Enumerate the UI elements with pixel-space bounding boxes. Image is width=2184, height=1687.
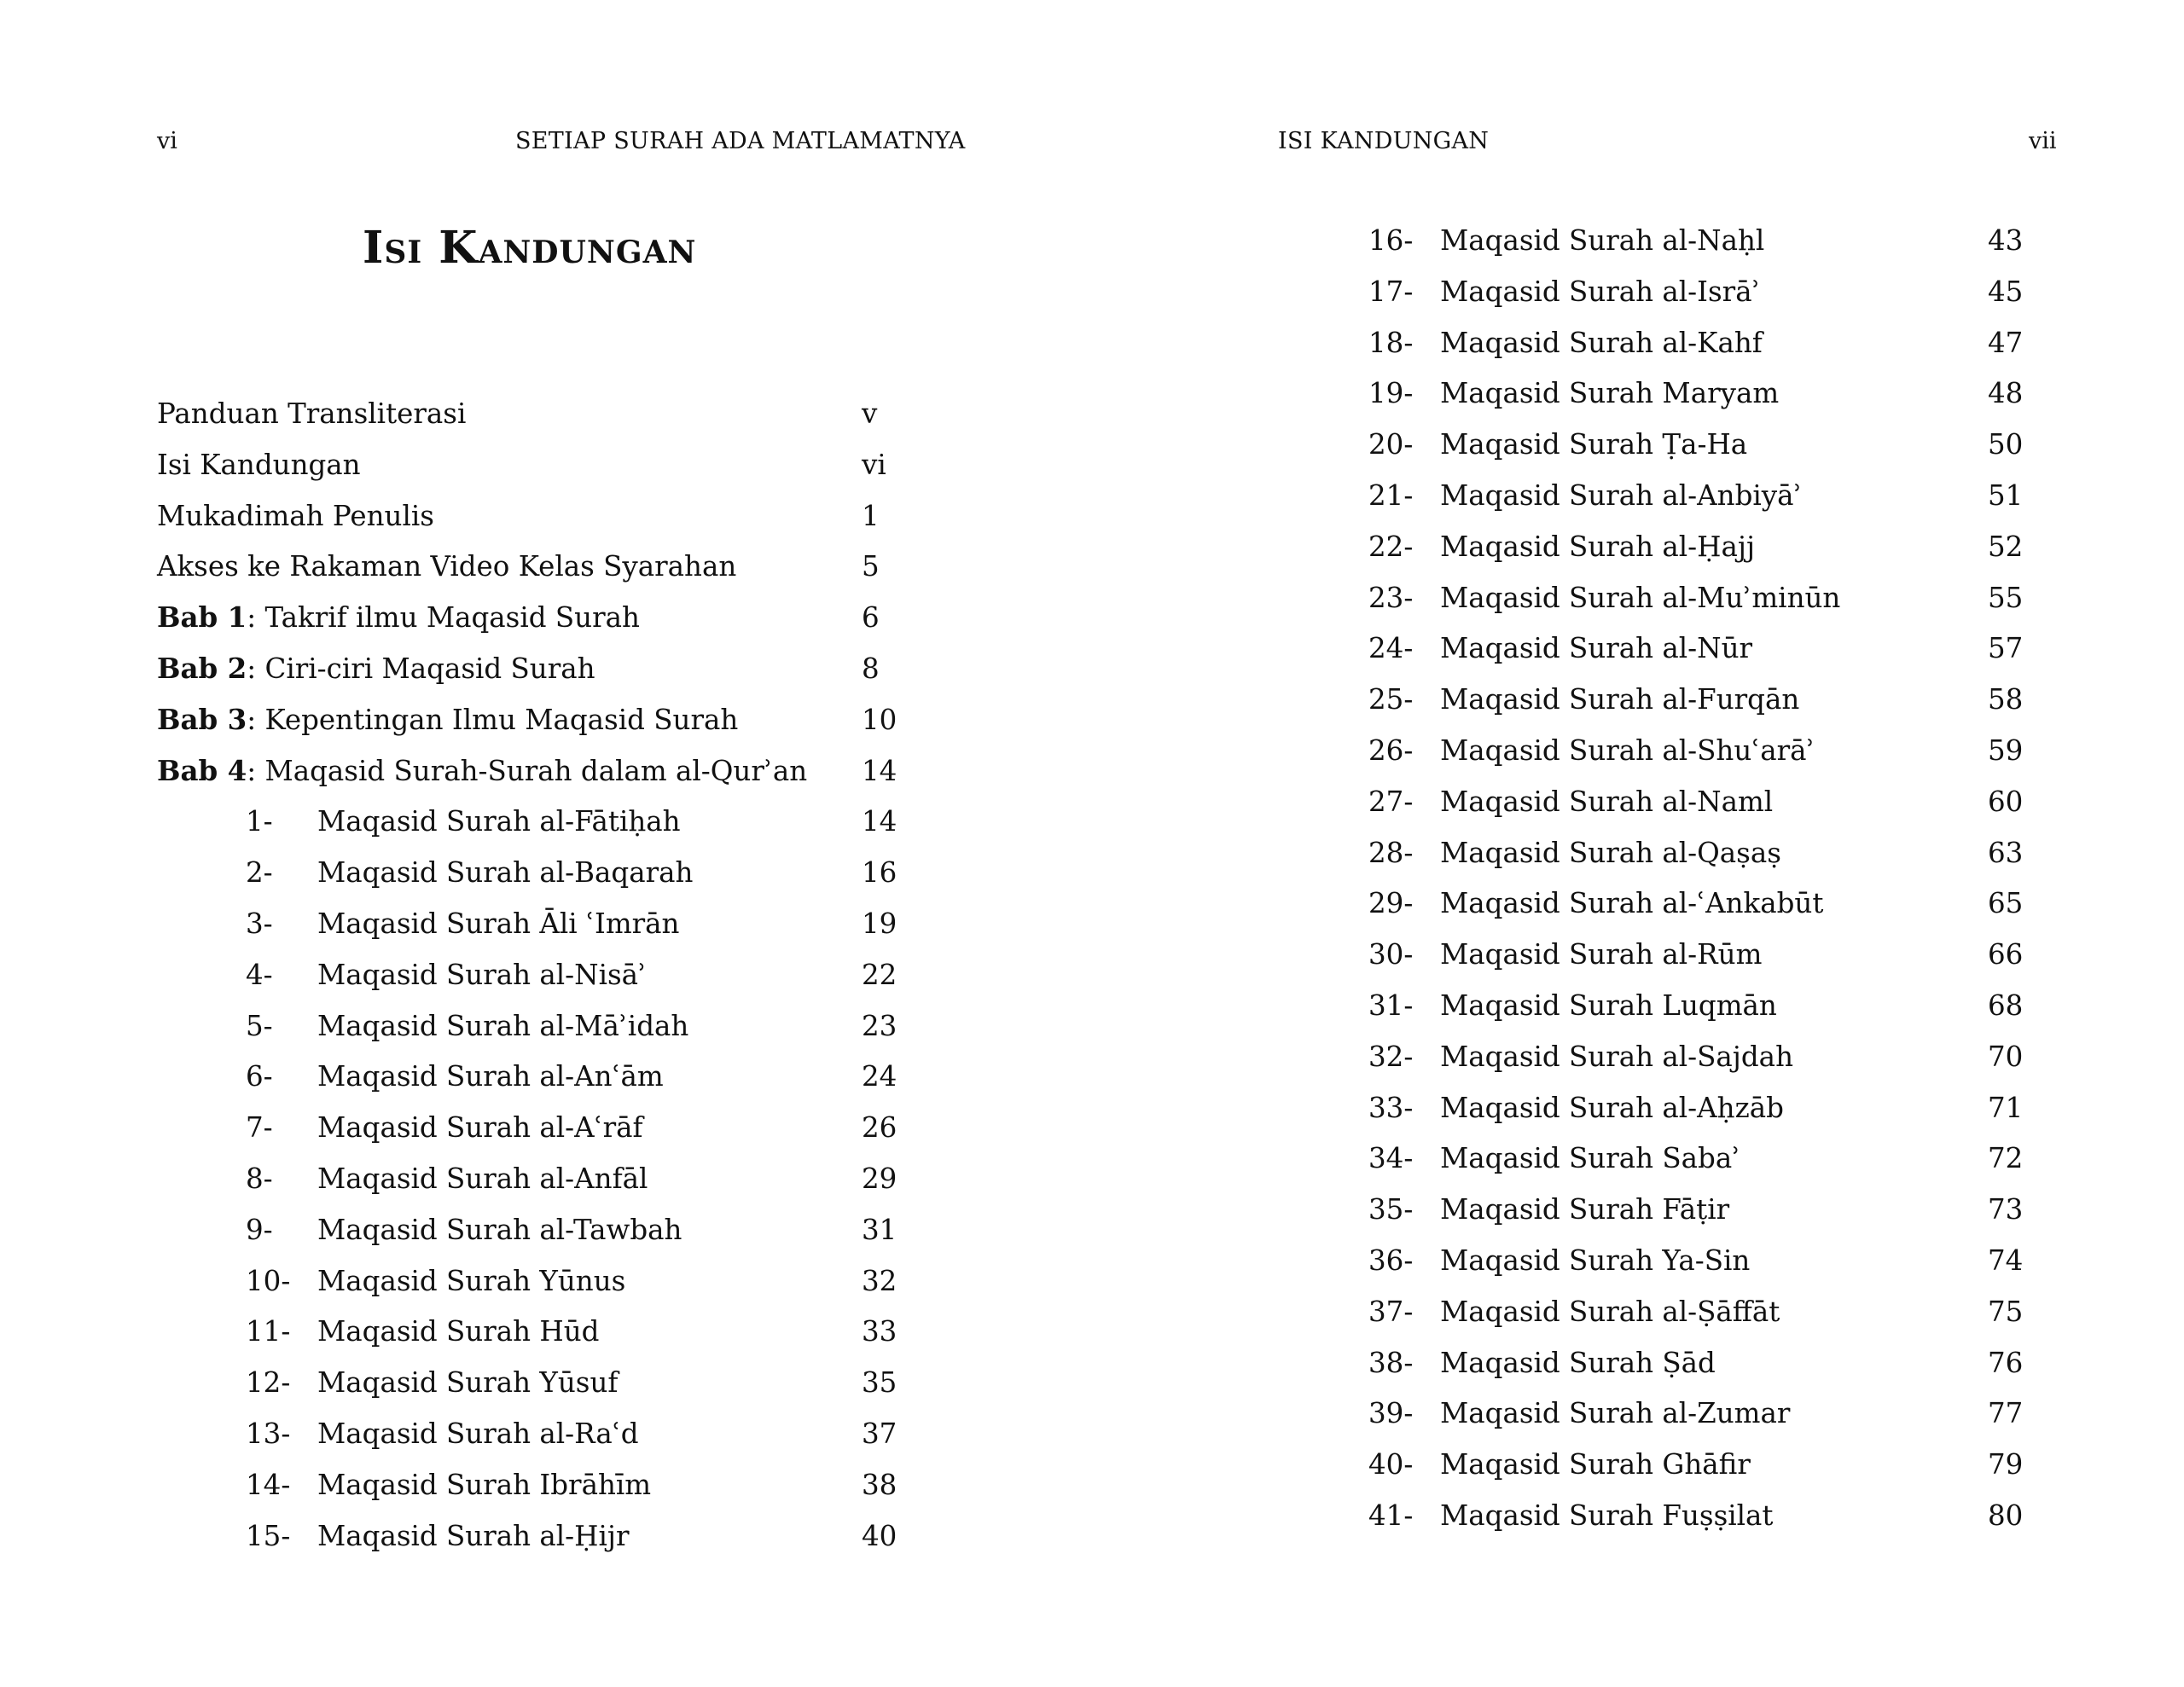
entry-number: 38- <box>1368 1346 1414 1379</box>
entry-page-number: 16 <box>862 856 897 890</box>
entry-number: 39- <box>1368 1397 1414 1430</box>
entry-page-number: 8 <box>862 652 880 685</box>
entry-number: 14- <box>246 1468 291 1501</box>
entry-page-number: 63 <box>1988 836 2024 869</box>
toc-entry <box>1368 1439 2034 1490</box>
toc-entry <box>1368 1388 2034 1439</box>
entry-page-number: 58 <box>1988 683 2024 716</box>
entry-label: Maqasid Surah al-Anʿām <box>317 1060 664 1093</box>
entry-page-number: 73 <box>1988 1193 2024 1226</box>
entry-page-number: 23 <box>862 1009 897 1042</box>
toc-entry <box>157 541 908 592</box>
entry-page-number: 19 <box>862 907 897 940</box>
entry-number: 33- <box>1368 1091 1414 1124</box>
toc-entry <box>1368 980 2034 1031</box>
toc-entry <box>1368 1337 2034 1388</box>
entry-page-number: 72 <box>1988 1142 2024 1175</box>
entry-label <box>157 745 807 797</box>
entry-label: Maqasid Surah Ṣād <box>1440 1346 1716 1379</box>
entry-number: 19- <box>1368 377 1414 410</box>
toc-entry <box>246 1408 911 1459</box>
entry-label: Maqasid Surah al-Shuʿarāʾ <box>1440 734 1815 767</box>
entry-page-number: 24 <box>862 1060 897 1093</box>
entry-page-number: 40 <box>862 1519 897 1552</box>
entry-label: Maqasid Surah al-ʿAnkabūt <box>1440 887 1824 920</box>
entry-label: Maqasid Surah Ya-Sin <box>1440 1244 1751 1277</box>
entry-page-number: 1 <box>862 499 880 532</box>
entry-number: 35- <box>1368 1193 1414 1226</box>
entry-label: Maqasid Surah al-Ṣāffāt <box>1440 1295 1780 1328</box>
chapter-prefix: Bab 4 <box>157 753 247 787</box>
entry-number: 25- <box>1368 683 1414 716</box>
entry-number: 34- <box>1368 1142 1414 1175</box>
toc-entry <box>1368 725 2034 776</box>
entry-label: Maqasid Surah Sabaʾ <box>1440 1142 1741 1175</box>
entry-number: 2- <box>246 856 273 890</box>
entry-page-number: 35 <box>862 1366 897 1400</box>
entry-page-number: 70 <box>1988 1040 2024 1073</box>
entry-page-number: 48 <box>1988 377 2024 410</box>
entry-page-number: 38 <box>862 1468 897 1501</box>
entry-number: 11- <box>246 1315 291 1348</box>
toc-entry <box>157 694 908 745</box>
entry-label: Maqasid Surah al-Baqarah <box>317 856 694 890</box>
entry-label: Maqasid Surah al-Isrāʾ <box>1440 275 1761 308</box>
entry-number: 6- <box>246 1060 273 1093</box>
entry-number: 9- <box>246 1213 273 1246</box>
toc-entry <box>1368 572 2034 623</box>
toc-entry <box>1368 623 2034 674</box>
entry-number: 30- <box>1368 938 1414 971</box>
entry-label: Maqasid Surah al-Aʿrāf <box>317 1111 643 1145</box>
entry-number: 40- <box>1368 1448 1414 1481</box>
toc-entry <box>246 1255 911 1307</box>
entry-page-number: 80 <box>1988 1499 2024 1532</box>
entry-label: Maqasid Surah Ibrāhīm <box>317 1468 652 1501</box>
toc-entry <box>1368 419 2034 470</box>
entry-label: Panduan Transliterasi <box>157 397 467 430</box>
entry-label: Maqasid Surah al-Aḥzāb <box>1440 1091 1784 1124</box>
entry-label: Maqasid Surah Maryam <box>1440 377 1780 410</box>
entry-page-number: 31 <box>862 1213 897 1246</box>
entry-number: 31- <box>1368 989 1414 1022</box>
entry-number: 29- <box>1368 887 1414 920</box>
entry-number: 24- <box>1368 632 1414 665</box>
entry-label: Maqasid Surah al-Rūm <box>1440 938 1763 971</box>
toc-entry <box>157 490 908 542</box>
toc-entry <box>246 1153 911 1204</box>
entry-page-number: 10 <box>862 703 897 736</box>
entry-label: Maqasid Surah Fuṣṣilat <box>1440 1499 1774 1532</box>
entry-number: 4- <box>246 958 273 991</box>
toc-entry <box>1368 776 2034 827</box>
toc-entry <box>246 1102 911 1153</box>
entry-label <box>157 694 738 745</box>
entry-label: Maqasid Surah Fāṭir <box>1440 1193 1730 1226</box>
entry-label: Maqasid Surah Hūd <box>317 1315 600 1348</box>
toc-entry <box>246 1510 911 1562</box>
entry-page-number: 29 <box>862 1162 897 1195</box>
entry-page-number: 65 <box>1988 887 2024 920</box>
entry-number: 10- <box>246 1264 291 1297</box>
entry-page-number: 5 <box>862 550 880 583</box>
toc-entry <box>157 388 908 439</box>
entry-page-number: 68 <box>1988 989 2024 1022</box>
entry-number: 7- <box>246 1111 273 1145</box>
entry-number: 32- <box>1368 1040 1414 1073</box>
toc-entry <box>246 1000 911 1052</box>
entry-number: 27- <box>1368 785 1414 818</box>
entry-page-number: 37 <box>862 1417 897 1450</box>
entry-label: Maqasid Surah al-Anfāl <box>317 1162 648 1195</box>
page-title: Isi Kandungan <box>363 222 697 274</box>
toc-entry <box>1368 929 2034 980</box>
toc-entry <box>1368 878 2034 929</box>
entry-label: Maqasid Surah al-Ḥajj <box>1440 530 1756 563</box>
entry-number: 18- <box>1368 326 1414 359</box>
toc-entry <box>246 796 911 847</box>
toc-entry <box>1368 521 2034 572</box>
entry-number: 23- <box>1368 581 1414 614</box>
entry-label: Maqasid Surah al-Furqān <box>1440 683 1800 716</box>
entry-page-number: v <box>862 397 878 430</box>
running-head: SETIAP SURAH ADA MATLAMATNYA <box>515 128 966 154</box>
entry-number: 3- <box>246 907 273 940</box>
entry-number: 1- <box>246 805 273 838</box>
entry-label: Maqasid Surah al-Raʿd <box>317 1417 639 1450</box>
entry-number: 13- <box>246 1417 291 1450</box>
entry-label: Maqasid Surah al-Nisāʾ <box>317 958 648 991</box>
entry-page-number: 76 <box>1988 1346 2024 1379</box>
toc-entry <box>1368 317 2034 368</box>
entry-label: Maqasid Surah al-Tawbah <box>317 1213 682 1246</box>
right-page <box>1092 0 2184 1687</box>
toc-entry <box>1368 1082 2034 1133</box>
chapter-title: : Ciri-ciri Maqasid Surah <box>247 652 595 685</box>
entry-page-number: 47 <box>1988 326 2024 359</box>
entry-label: Maqasid Surah al-Fātiḥah <box>317 805 681 838</box>
entry-label: Maqasid Surah al-Sajdah <box>1440 1040 1793 1073</box>
entry-label: Maqasid Surah Ghāfir <box>1440 1448 1751 1481</box>
chapter-title: : Kepentingan Ilmu Maqasid Surah <box>247 703 739 736</box>
toc-entry <box>1368 674 2034 725</box>
toc-entry <box>246 1051 911 1102</box>
toc-entry <box>246 949 911 1000</box>
entry-page-number: 14 <box>862 805 897 838</box>
toc-entry <box>246 1357 911 1408</box>
entry-label: Maqasid Surah Yūnus <box>317 1264 626 1297</box>
entry-label: Maqasid Surah al-Māʾidah <box>317 1009 689 1042</box>
entry-number: 15- <box>246 1519 291 1552</box>
entry-page-number: 52 <box>1988 530 2024 563</box>
toc-entry <box>1368 266 2034 317</box>
toc-entry <box>246 1306 911 1357</box>
chapter-title: : Maqasid Surah-Surah dalam al-Qurʾan <box>247 754 808 787</box>
entry-label <box>157 592 640 643</box>
entry-number: 5- <box>246 1009 273 1042</box>
entry-page-number: 33 <box>862 1315 897 1348</box>
entry-number: 17- <box>1368 275 1414 308</box>
entry-page-number: 55 <box>1988 581 2024 614</box>
running-head: ISI KANDUNGAN <box>1278 128 1490 154</box>
chapter-title: : Takrif ilmu Maqasid Surah <box>247 601 640 635</box>
entry-number: 26- <box>1368 734 1414 767</box>
toc-entry <box>1368 1286 2034 1337</box>
toc-entry <box>157 439 908 490</box>
entry-page-number: 45 <box>1988 275 2024 308</box>
entry-number: 22- <box>1368 530 1414 563</box>
chapter-prefix: Bab 2 <box>157 652 247 685</box>
page-number: vi <box>157 128 177 154</box>
entry-number: 36- <box>1368 1244 1414 1277</box>
entry-label: Maqasid Surah al-Naml <box>1440 785 1774 818</box>
entry-label: Mukadimah Penulis <box>157 499 434 532</box>
entry-page-number: 32 <box>862 1264 897 1297</box>
toc-entry <box>246 847 911 898</box>
toc-entry <box>1368 1133 2034 1184</box>
toc-entry <box>246 1204 911 1255</box>
toc-entry <box>1368 368 2034 419</box>
entry-page-number: 22 <box>862 958 897 991</box>
toc-entry <box>1368 1184 2034 1235</box>
entry-page-number: vi <box>862 448 886 481</box>
entry-label: Maqasid Surah Ṭa-Ha <box>1440 428 1748 461</box>
toc-entry <box>1368 1031 2034 1082</box>
entry-number: 16- <box>1368 224 1414 257</box>
entry-number: 37- <box>1368 1295 1414 1328</box>
entry-page-number: 26 <box>862 1111 897 1145</box>
entry-number: 28- <box>1368 836 1414 869</box>
entry-label: Maqasid Surah al-Zumar <box>1440 1397 1791 1430</box>
entry-page-number: 6 <box>862 601 880 635</box>
entry-label <box>157 643 595 694</box>
chapter-prefix: Bab 3 <box>157 702 247 736</box>
toc-entry <box>157 592 908 643</box>
entry-page-number: 79 <box>1988 1448 2024 1481</box>
toc-entry <box>1368 1235 2034 1286</box>
entry-label: Maqasid Surah Āli ʿImrān <box>317 907 680 940</box>
entry-label: Isi Kandungan <box>157 448 361 481</box>
entry-label: Maqasid Surah al-Kahf <box>1440 326 1763 359</box>
toc-entry <box>1368 215 2034 266</box>
entry-label: Akses ke Rakaman Video Kelas Syarahan <box>157 550 737 583</box>
entry-label: Maqasid Surah al-Ḥijr <box>317 1519 630 1552</box>
entry-page-number: 43 <box>1988 224 2024 257</box>
toc-entry <box>157 745 908 797</box>
entry-page-number: 77 <box>1988 1397 2024 1430</box>
entry-page-number: 71 <box>1988 1091 2024 1124</box>
entry-number: 8- <box>246 1162 273 1195</box>
toc-entry <box>1368 827 2034 878</box>
entry-page-number: 59 <box>1988 734 2024 767</box>
entry-number: 20- <box>1368 428 1414 461</box>
entry-label: Maqasid Surah al-Qaṣaṣ <box>1440 836 1781 869</box>
toc-entry <box>1368 470 2034 521</box>
entry-page-number: 14 <box>862 754 897 787</box>
toc-entry <box>1368 1490 2034 1541</box>
chapter-prefix: Bab 1 <box>157 600 247 635</box>
entry-page-number: 51 <box>1988 479 2024 512</box>
entry-page-number: 74 <box>1988 1244 2024 1277</box>
entry-label: Maqasid Surah Luqmān <box>1440 989 1777 1022</box>
page-number: vii <box>2029 128 2057 154</box>
entry-number: 21- <box>1368 479 1414 512</box>
entry-label: Maqasid Surah Yūsuf <box>317 1366 619 1400</box>
toc-entry <box>246 898 911 949</box>
entry-label: Maqasid Surah al-Naḥl <box>1440 224 1765 257</box>
entry-number: 41- <box>1368 1499 1414 1532</box>
entry-page-number: 57 <box>1988 632 2024 665</box>
toc-entry <box>246 1459 911 1510</box>
entry-page-number: 60 <box>1988 785 2024 818</box>
entry-number: 12- <box>246 1366 291 1400</box>
entry-page-number: 50 <box>1988 428 2024 461</box>
entry-page-number: 75 <box>1988 1295 2024 1328</box>
toc-entry <box>157 643 908 694</box>
entry-label: Maqasid Surah al-Anbiyāʾ <box>1440 479 1803 512</box>
entry-label: Maqasid Surah al-Muʾminūn <box>1440 581 1841 614</box>
entry-page-number: 66 <box>1988 938 2024 971</box>
entry-label: Maqasid Surah al-Nūr <box>1440 632 1753 665</box>
